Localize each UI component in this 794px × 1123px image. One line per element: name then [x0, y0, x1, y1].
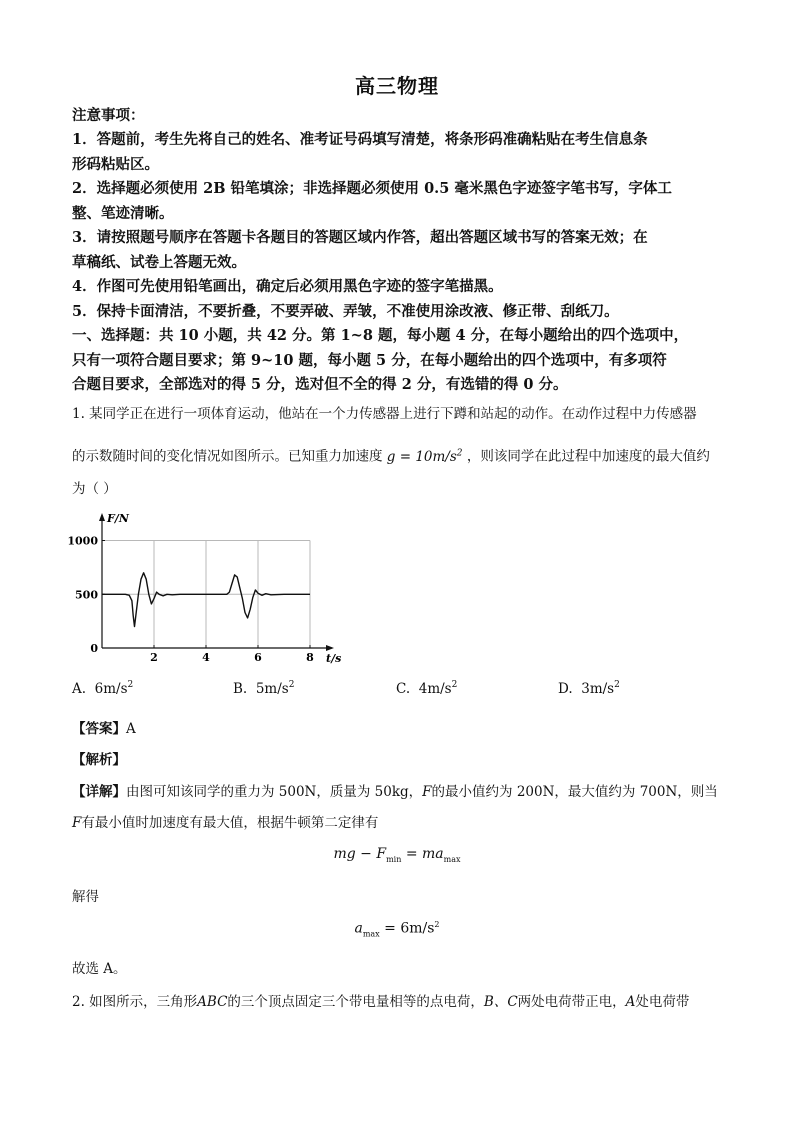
- x-axis-arrow: [326, 645, 334, 651]
- solve-label: 解得: [72, 889, 99, 905]
- option-d[interactable]: D. $3m/s^2$: [558, 680, 620, 697]
- y-tick-label: 0: [90, 642, 98, 655]
- detail-line: F有最小值时加速度有最大值，根据牛顿第二定律有: [72, 815, 379, 831]
- answer-tag: 【答案】: [72, 721, 126, 737]
- section-heading-line: 合题目要求，全部选对的得 5 分，选对但不全的得 2 分，有选错的得 0 分。: [72, 376, 568, 393]
- notice-line: 整、笔迹清晰。: [72, 205, 174, 222]
- analysis-line: [72, 748, 732, 768]
- x-tick-label: 8: [306, 651, 314, 664]
- gravity-value: $g = 10m/s^2$: [386, 448, 463, 465]
- detail-line: 【详解】由图可知该同学的重力为 500N，质量为 50kg，F的最小值约为 200N，最大值约为 700N，则当: [72, 784, 718, 800]
- question-1-text-part: 的示数随时间的变化情况如图所示。已知重力加速度: [72, 448, 383, 465]
- section-heading-line: 一、选择题：共 10 小题，共 42 分。第 1~8 题，每小题 4 分，在每小题给出的四个选项中，: [72, 327, 689, 344]
- x-tick-label: 6: [254, 651, 262, 664]
- notice-line: 草稿纸、试卷上答题无效。: [72, 254, 246, 271]
- notice-line: 2．选择题必须使用 2B 铅笔填涂；非选择题必须使用 0.5 毫米黑色字迹签字笔书写，字体工: [72, 180, 672, 197]
- analysis-tag: 【解析】: [72, 752, 126, 768]
- x-axis-label: t/s: [326, 652, 342, 665]
- question-1-options: [72, 680, 732, 702]
- answer-line: [72, 717, 732, 737]
- option-b[interactable]: B. $5m/s^2$: [233, 680, 295, 697]
- y-tick-label: 1000: [67, 534, 98, 548]
- notice-line: 1．答题前，考生先将自己的姓名、准考证号码填写清楚，将条形码准确粘贴在考生信息条: [72, 131, 648, 148]
- option-c[interactable]: C. $4m/s^2$: [396, 680, 458, 697]
- option-a[interactable]: A. $6m/s^2$: [72, 680, 134, 697]
- answer-value: A: [126, 721, 136, 737]
- y-axis-arrow: [99, 513, 105, 521]
- detail-tag: 【详解】: [72, 784, 126, 800]
- notice-line: 5．保持卡面清洁，不要折叠，不要弄破、弄皱，不准使用涂改液、修正带、刮纸刀。: [72, 303, 619, 320]
- notice-heading: 注意事项：: [72, 107, 145, 124]
- question-1-text: [72, 442, 732, 468]
- y-axis-label: F/N: [107, 512, 129, 525]
- page-title: 高三物理: [355, 74, 439, 98]
- conclusion-line: 故选 A。: [72, 961, 127, 977]
- formula-result: $a_{max} = 6m/s^2$: [354, 920, 440, 939]
- question-1-text-part: ，则该同学在此过程中加速度的最大值约: [466, 448, 710, 465]
- x-tick-label: 4: [202, 651, 210, 664]
- question-1-text: 1. 某同学正在进行一项体育运动，他站在一个力传感器上进行下蹲和站起的动作。在动作过程中力传感器: [72, 406, 697, 422]
- force-time-chart: [67, 505, 342, 670]
- question-2-text: 2. 如图所示，三角形ABC的三个顶点固定三个带电量相等的点电荷，B、C两处电荷带正电，A处电荷带: [72, 994, 690, 1010]
- notice-line: 4．作图可先使用铅笔画出，确定后必须用黑色字迹的签字笔描黑。: [72, 278, 503, 295]
- formula-newton: mg − $F_{min} = ma_{max}$: [333, 846, 461, 864]
- question-1-text: 为（ ）: [72, 481, 117, 497]
- notice-line: 形码粘贴区。: [72, 156, 159, 173]
- section-heading-line: 只有一项符合题目要求；第 9~10 题，每小题 5 分，在每小题给出的四个选项中，有多项符: [72, 352, 667, 369]
- x-tick-label: 2: [150, 651, 158, 664]
- y-tick-label: 500: [75, 588, 98, 602]
- notice-line: 3．请按照题号顺序在答题卡各题目的答题区域内作答，超出答题区域书写的答案无效；在: [72, 229, 648, 246]
